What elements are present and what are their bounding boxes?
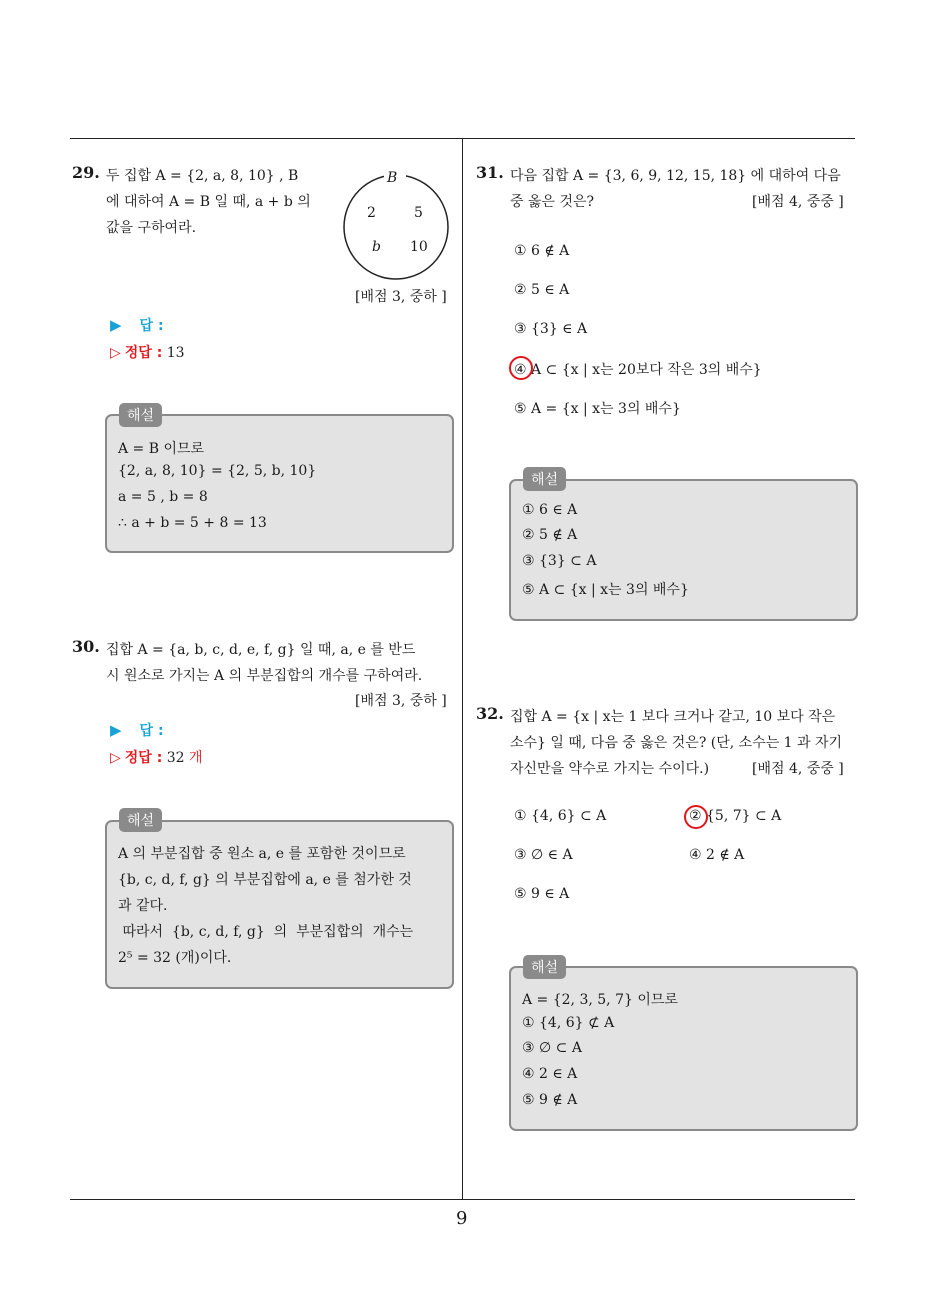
q31-choice-1[interactable]: ① 6 ∉ A — [514, 243, 570, 259]
q31-explain-line: ⑤ A ⊂ {x | x는 3의 배수} — [522, 582, 689, 598]
answer-label: 답 : — [139, 318, 164, 334]
q31-points: [배점 4, 중중 ] — [752, 194, 844, 210]
q32-choice-3[interactable]: ③ ∅ ∈ A — [514, 847, 573, 863]
q30-explanation-tag: 해설 — [119, 808, 162, 832]
q31-explain-line: ③ {3} ⊂ A — [522, 553, 597, 569]
correct-label: 정답 : — [124, 345, 163, 361]
q30-explain-line: A 의 부분집합 중 원소 a, e 를 포함한 것이므로 — [118, 846, 406, 862]
q30-line-1: 집합 A = {a, b, c, d, e, f, g} 일 때, a, e 를 반드 — [106, 642, 416, 658]
q31-explanation-tag: 해설 — [523, 467, 566, 491]
selected-mark-icon — [509, 356, 533, 380]
q32-explain-line: ⑤ 9 ∉ A — [522, 1092, 578, 1108]
q30-answer-row — [110, 720, 164, 740]
answer-arrow-icon: ▶ — [110, 721, 122, 739]
q29-line-1: 두 집합 A = {2, a, 8, 10} , B — [106, 168, 299, 184]
q32-line-2: 소수} 일 때, 다음 중 옳은 것은? (단, 소수는 1 과 자기 — [510, 735, 843, 751]
q32-explain-line: ① {4, 6} ⊄ A — [522, 1015, 615, 1031]
venn-element: 10 — [410, 239, 428, 255]
correct-unit: 개 — [189, 750, 203, 766]
answer-label: 답 : — [139, 723, 164, 739]
q31-line-2: 중 옳은 것은? — [510, 194, 595, 210]
q31-choice-3[interactable]: ③ {3} ∈ A — [514, 321, 588, 337]
q29-explain-line: ∴ a + b = 5 + 8 = 13 — [118, 515, 267, 531]
q32-points: [배점 4, 중중 ] — [752, 761, 844, 777]
q29-line-2: 에 대하여 A = B 일 때, a + b 의 — [106, 194, 311, 210]
venn-circle — [342, 170, 450, 280]
bottom-rule — [70, 1199, 855, 1200]
correct-value: 13 — [166, 345, 185, 361]
correct-arrow-icon: ▷ — [110, 345, 121, 361]
q30-explain-line: {b, c, d, f, g} 의 부분집합에 a, e 를 첨가한 것 — [118, 872, 412, 888]
q32-choice-1[interactable]: ① {4, 6} ⊂ A — [514, 808, 607, 824]
q29-venn-diagram — [342, 170, 450, 280]
q32-choice-5[interactable]: ⑤ 9 ∈ A — [514, 886, 570, 902]
q30-explain-line: 따라서 {b, c, d, f, g} 의 부분집합의 개수는 — [118, 924, 414, 940]
q29-explain-line: {2, a, 8, 10} = {2, 5, b, 10} — [118, 463, 317, 479]
correct-arrow-icon: ▷ — [110, 750, 121, 766]
q30-explain-line: 과 같다. — [118, 898, 168, 914]
q29-explain-line: a = 5 , b = 8 — [118, 489, 208, 505]
q30-correct-row — [110, 747, 203, 767]
column-divider — [462, 138, 463, 1200]
q29-explanation-tag: 해설 — [119, 403, 162, 427]
q30-points: [배점 3, 중하 ] — [355, 693, 447, 709]
q29-number: 29. — [72, 163, 100, 182]
venn-element: b — [372, 239, 381, 255]
q32-line-1: 집합 A = {x | x는 1 보다 크거나 같고, 10 보다 작은 — [510, 709, 836, 725]
q29-explain-line: A = B 이므로 — [118, 441, 205, 457]
q32-explanation-tag: 해설 — [523, 955, 566, 979]
q29-points: [배점 3, 중하 ] — [355, 289, 447, 305]
selected-mark-icon — [684, 805, 708, 829]
venn-element: 2 — [367, 205, 376, 221]
q32-line-3: 자신만을 약수로 가지는 수이다.) — [510, 761, 710, 777]
q32-choice-2[interactable]: ② {5, 7} ⊂ A — [689, 808, 782, 824]
q31-choice-4[interactable]: ④ A ⊂ {x | x는 20보다 작은 3의 배수} — [514, 362, 762, 378]
q31-explain-line: ① 6 ∈ A — [522, 502, 578, 518]
q29-explanation-box — [105, 414, 454, 553]
correct-label: 정답 : — [124, 750, 163, 766]
q29-line-3: 값을 구하여라. — [106, 220, 197, 236]
venn-element: 5 — [414, 205, 423, 221]
q32-choice-4[interactable]: ④ 2 ∉ A — [689, 847, 745, 863]
correct-value: 32 — [166, 750, 185, 766]
q30-explain-line: 2⁵ = 32 (개)이다. — [118, 950, 232, 966]
q31-explain-line: ② 5 ∉ A — [522, 527, 578, 543]
q30-line-2: 시 원소로 가지는 A 의 부분집합의 개수를 구하여라. — [106, 668, 423, 684]
q32-explain-line: ④ 2 ∈ A — [522, 1066, 578, 1082]
q29-correct-row — [110, 342, 185, 362]
venn-set-label: B — [387, 170, 398, 186]
q32-explain-line: A = {2, 3, 5, 7} 이므로 — [522, 992, 678, 1008]
q31-choice-2[interactable]: ② 5 ∈ A — [514, 282, 570, 298]
q31-explanation-box — [509, 479, 858, 621]
q32-explain-line: ③ ∅ ⊂ A — [522, 1040, 582, 1056]
q31-choice-5[interactable]: ⑤ A = {x | x는 3의 배수} — [514, 401, 681, 417]
q31-line-1: 다음 집합 A = {3, 6, 9, 12, 15, 18} 에 대하여 다음 — [510, 168, 841, 184]
q32-number: 32. — [476, 704, 504, 723]
q29-answer-row — [110, 315, 164, 335]
q30-number: 30. — [72, 637, 100, 656]
answer-arrow-icon: ▶ — [110, 316, 122, 334]
q31-number: 31. — [476, 163, 504, 182]
page-number: 9 — [456, 1208, 468, 1229]
